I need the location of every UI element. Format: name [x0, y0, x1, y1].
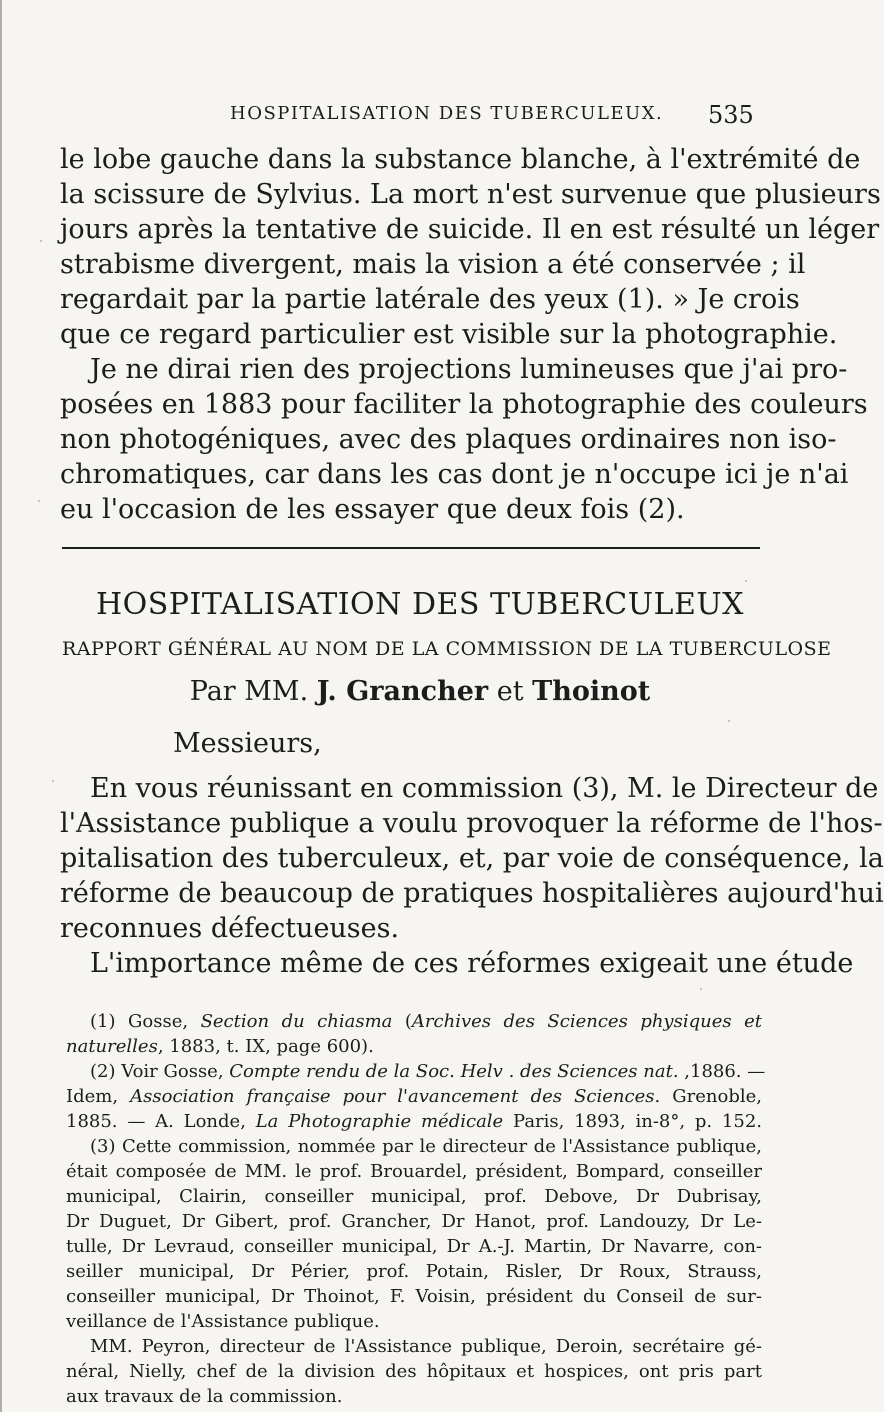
footnote-line: (3) Cette commission, nommée par le directeur de l'Assistance publique,: [90, 1136, 762, 1157]
article-body-text: [60, 771, 884, 981]
authors-prefix: Par MM.: [189, 676, 309, 707]
authors-join: et: [496, 676, 524, 707]
text-line: la scissure de Sylvius. La mort n'est survenue que plusieurs: [60, 179, 881, 210]
salutation: Messieurs,: [173, 728, 322, 759]
text-line: regardait par la partie latérale des yeux (1). » Je crois: [60, 284, 800, 315]
text-line: réforme de beaucoup de pratiques hospitalières aujourd'hui: [60, 878, 884, 909]
footnote-4: [66, 1334, 762, 1409]
article-title: HOSPITALISATION DES TUBERCULEUX: [95, 587, 745, 622]
footnote-line: tulle, Dr Levraud, conseiller municipal, Dr A.-J. Martin, Dr Navarre, con-: [66, 1236, 762, 1257]
text-line: En vous réunissant en commission (3), M. le Directeur de: [90, 773, 879, 804]
text-line: l'Assistance publique a voulu provoquer la réforme de l'hos-: [60, 808, 883, 839]
footnotes: [66, 1009, 766, 1409]
paper-speck: [38, 500, 40, 502]
footnote-line: naturelles, 1883, t. IX, page 600).: [66, 1036, 374, 1057]
paper-speck: [700, 988, 702, 990]
text-line: strabisme divergent, mais la vision a été conservée ; il: [60, 249, 806, 280]
paper-speck: [40, 240, 42, 242]
running-header: [0, 103, 800, 137]
footnote-2: [66, 1059, 766, 1134]
footnote-line: aux travaux de la commission.: [66, 1386, 343, 1407]
text-line: posées en 1883 pour faciliter la photographie des couleurs: [60, 389, 868, 420]
footnote-line: veillance de l'Assistance publique.: [66, 1311, 380, 1332]
text-line: que ce regard particulier est visible sur la photographie.: [60, 319, 838, 350]
footnote-line: MM. Peyron, directeur de l'Assistance publique, Deroin, secrétaire gé-: [90, 1336, 762, 1357]
footnote-line: (2) Voir Gosse, Compte rendu de la Soc. Helv . des Sciences nat. ,1886. —: [90, 1061, 766, 1082]
footnote-line: 1885. — A. Londe, La Photographie médicale Paris, 1893, in-8°, p. 152.: [66, 1111, 763, 1132]
article-subtitle: RAPPORT GÉNÉRAL AU NOM DE LA COMMISSION DE LA TUBERCULOSE: [62, 638, 832, 660]
section-divider: [62, 547, 760, 549]
paper-speck: [52, 780, 54, 782]
text-line: eu l'occasion de les essayer que deux fois (2).: [60, 494, 685, 525]
footnote-line: néral, Nielly, chef de la division des hôpitaux et hospices, ont pris part: [66, 1361, 762, 1382]
footnote-line: était composée de MM. le prof. Brouardel, président, Bompard, conseiller: [66, 1161, 762, 1182]
text-line: pitalisation des tuberculeux, et, par voie de conséquence, la: [60, 843, 884, 874]
footnote-line: Dr Duguet, Dr Gibert, prof. Grancher, Dr Hanot, prof. Landouzy, Dr Le-: [66, 1211, 762, 1232]
text-line: jours après la tentative de suicide. Il en est résulté un léger: [60, 214, 880, 245]
running-title: HOSPITALISATION DES TUBERCULEUX.: [230, 103, 664, 124]
text-line: reconnues défectueuses.: [60, 913, 400, 944]
text-line: le lobe gauche dans la substance blanche, à l'extrémité de: [60, 144, 861, 175]
author-name: J. Grancher: [316, 676, 489, 707]
article-authors: [0, 676, 800, 707]
footnote-line: (1) Gosse, Section du chiasma (Archives des Sciences physiques et: [90, 1011, 762, 1032]
author-name: Thoinot: [532, 676, 651, 707]
text-line: chromatiques, car dans les cas dont je n'occupe ici je n'ai: [60, 459, 849, 490]
footnote-line: conseiller municipal, Dr Thoinot, F. Voisin, président du Conseil de sur-: [66, 1286, 762, 1307]
footnote-3: [66, 1134, 762, 1334]
page-number: 535: [708, 101, 754, 129]
previous-article-text: [60, 142, 881, 527]
paper-speck: [728, 720, 730, 722]
text-line: L'importance même de ces réformes exigeait une étude: [90, 948, 854, 979]
footnote-line: municipal, Clairin, conseiller municipal, prof. Debove, Dr Dubrisay,: [66, 1186, 762, 1207]
text-line: non photogéniques, avec des plaques ordinaires non iso-: [60, 424, 837, 455]
footnote-line: Idem, Association française pour l'avancement des Sciences. Grenoble,: [66, 1086, 762, 1107]
footnote-line: seiller municipal, Dr Périer, prof. Potain, Risler, Dr Roux, Strauss,: [66, 1261, 762, 1282]
text-line: Je ne dirai rien des projections lumineuses que j'ai pro-: [90, 354, 848, 385]
footnote-1: [66, 1009, 762, 1059]
paper-speck: [745, 580, 747, 582]
